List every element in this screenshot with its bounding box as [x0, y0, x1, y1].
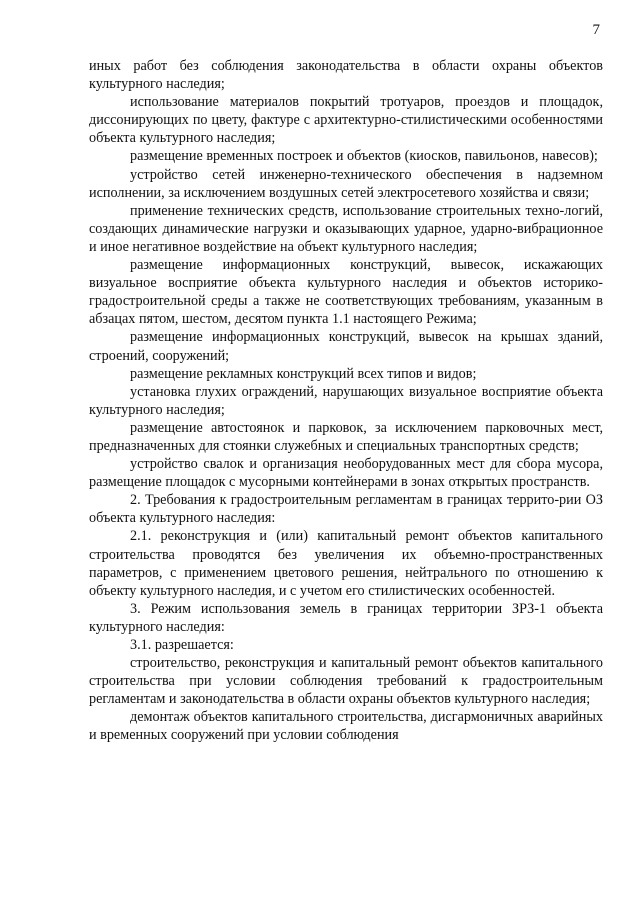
paragraph: размещение рекламных конструкций всех типов и видов;	[130, 365, 477, 382]
paragraph: размещение временных построек и объектов (киосков, павильонов, навесов);	[130, 148, 598, 165]
paragraph: 3. Режим использования земель в границах территории ЗРЗ-1 объекта культурного наследия:	[89, 600, 603, 635]
paragraph: использование материалов покрытий тротуаров, проездов и площадок, диссонирующих по цвету, фактуре с архитектурно-стилистическими особенностями объекта культурного наследия;	[89, 94, 603, 147]
paragraph: установка глухих ограждений, нарушающих визуальное восприятие объекта культурного наследия;	[89, 383, 603, 418]
paragraph: устройство сетей инженерно-технического обеспечения в надземном исполнении, за исключением воздушных сетей электросетевого хозяйства и связи;	[89, 166, 603, 201]
paragraph: размещение информационных конструкций, вывесок на крышах зданий, строений, сооружений;	[89, 329, 603, 364]
paragraph: 2.1. реконструкция и (или) капитальный ремонт объектов капитального строительства проводятся без увеличения их объемно-пространственных параметров, с применением цветового решения, нейтрального по отношению к объекту культурного наследия, и с учетом его стилистических особенностей.	[89, 528, 603, 599]
paragraph: 2. Требования к градостроительным регламентам в границах террито-рии ОЗ объекта культурного наследия:	[89, 492, 603, 527]
page-number: 7	[592, 22, 600, 38]
paragraph: иных работ без соблюдения законодательства в области охраны объектов культурного наследия;	[89, 58, 603, 93]
paragraph: размещение автостоянок и парковок, за исключением парковочных мест, предназначенных для стоянки служебных и специальных транспортных средств;	[89, 419, 603, 454]
paragraph: размещение информационных конструкций, вывесок, искажающих визуальное восприятие объекта культурного наследия и объектов историко-градостроительной среды а также не соответствующих требованиям, указанным в абзацах пятом, шестом, десятом пункта 1.1 настоящего Режима;	[89, 257, 603, 328]
paragraph: демонтаж объектов капитального строительства, дисгармоничных аварийных и временных сооружений при условии соблюдения	[89, 709, 603, 744]
paragraph: применение технических средств, использование строительных техно-логий, создающих динамические нагрузки и оказывающих ударное, ударно-вибрационное и иное негативное воздействие на объект культурного наследия;	[89, 202, 603, 255]
paragraph: устройство свалок и организация необорудованных мест для сбора мусора, размещение площадок с мусорными контейнерами в зонах открытых пространств.	[89, 456, 603, 491]
body-text	[89, 57, 603, 745]
paragraph: строительство, реконструкция и капитальный ремонт объектов капитального строительства при условии соблюдения требований к градостроительным регламентам и законодательства в области охраны объектов культурного наследия;	[89, 655, 603, 708]
paragraph: 3.1. разрешается:	[130, 637, 234, 653]
